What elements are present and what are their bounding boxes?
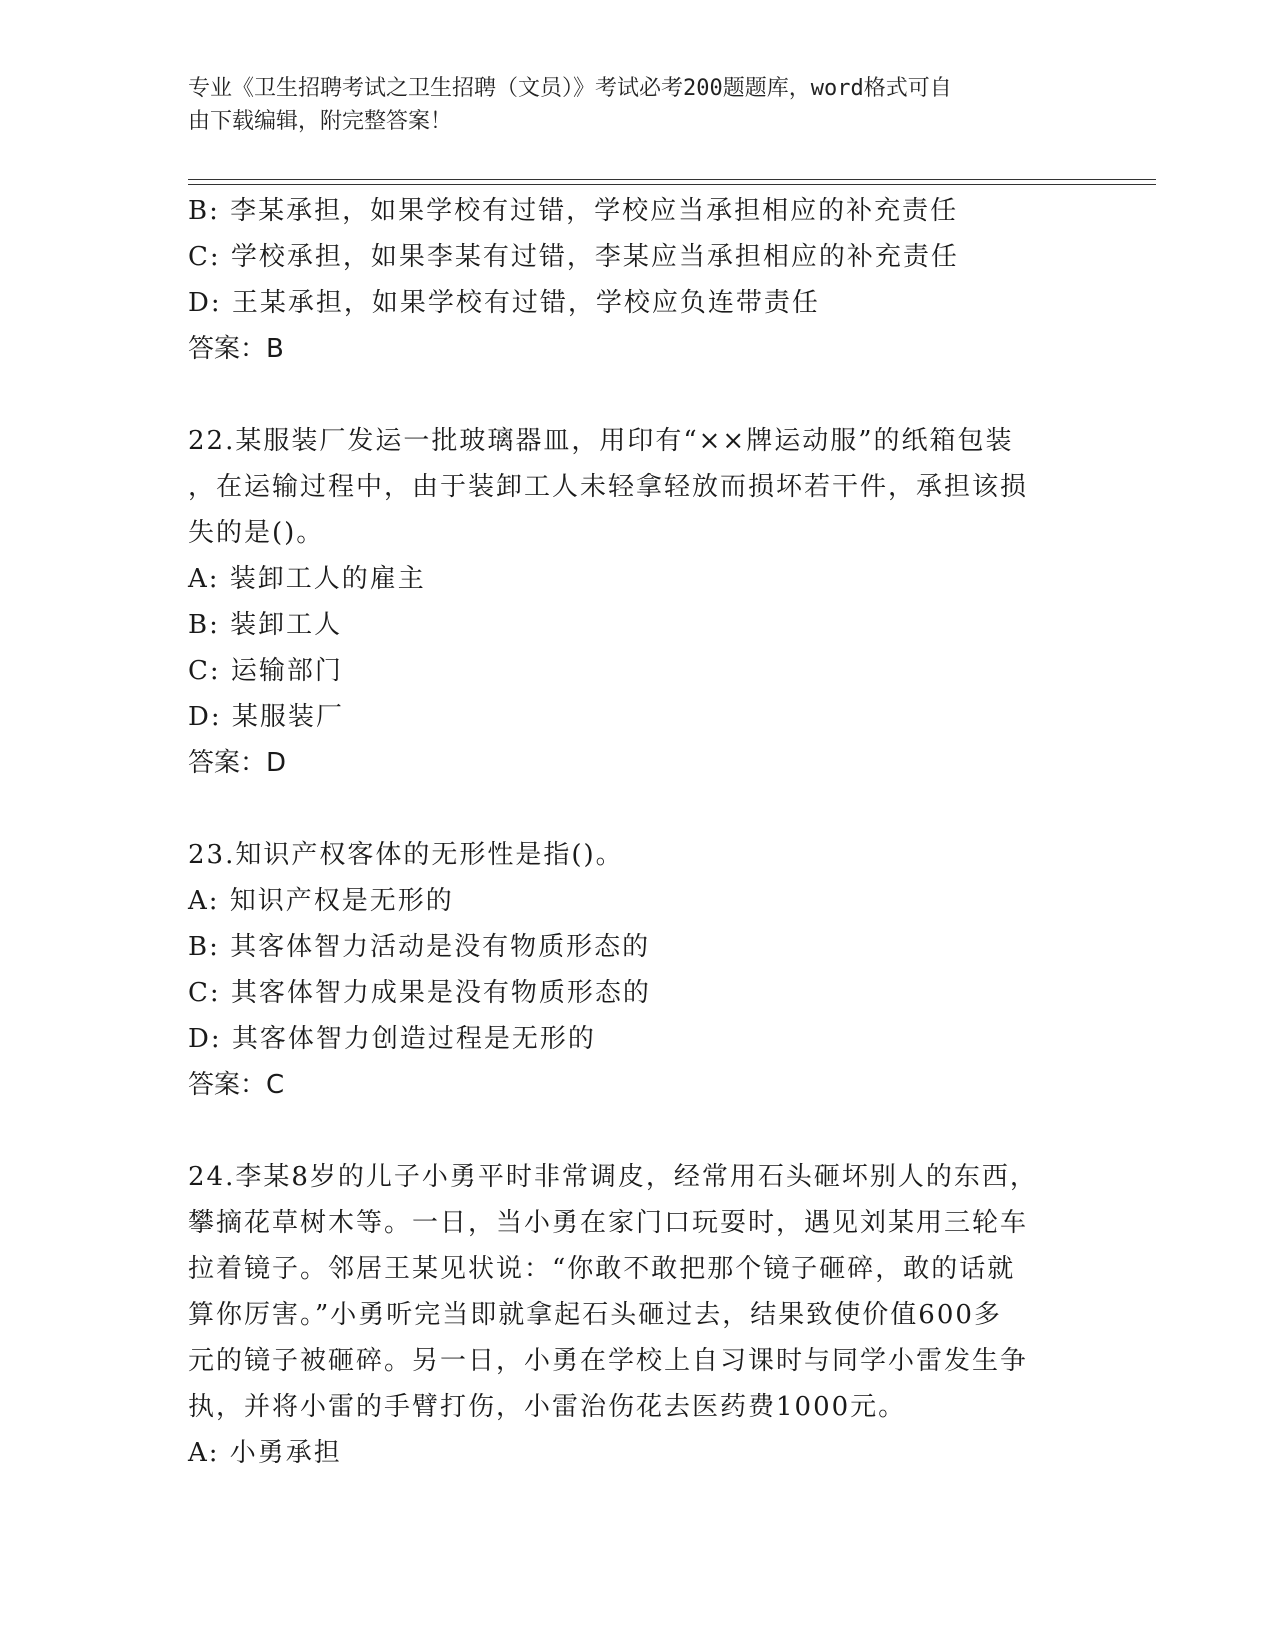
q24-stem-line-1: 24.李某8岁的儿子小勇平时非常调皮，经常用石头砸坏别人的东西， bbox=[188, 1162, 1038, 1192]
q22-option-c: C: 运输部门 bbox=[188, 656, 343, 686]
q23-answer: 答案：C bbox=[188, 1070, 285, 1100]
q23-option-b: B: 其客体智力活动是没有物质形态的 bbox=[188, 932, 651, 962]
q21-option-d: D: 王某承担，如果学校有过错，学校应负连带责任 bbox=[188, 288, 820, 318]
q22-option-a: A: 装卸工人的雇主 bbox=[188, 564, 426, 594]
q22-stem-line-1: 22.某服装厂发运一批玻璃器皿，用印有“××牌运动服”的纸箱包装 bbox=[188, 426, 1014, 456]
q24-stem-line-3: 拉着镜子。邻居王某见状说：“你敢不敢把那个镜子砸碎，敢的话就 bbox=[188, 1254, 1016, 1284]
q24-stem-line-4: 算你厉害。”小勇听完当即就拿起石头砸过去，结果致使价值600多 bbox=[188, 1300, 1002, 1330]
q24-stem-line-2: 攀摘花草树木等。一日，当小勇在家门口玩耍时，遇见刘某用三轮车 bbox=[188, 1208, 1029, 1238]
spacer bbox=[188, 1108, 1088, 1154]
q23-option-c: C: 其客体智力成果是没有物质形态的 bbox=[188, 978, 651, 1008]
q23-option-a: A: 知识产权是无形的 bbox=[188, 886, 454, 916]
header-divider-top bbox=[188, 179, 1156, 180]
header-divider-bottom bbox=[188, 184, 1156, 185]
header-title-line-2: 由下载编辑，附完整答案！ bbox=[188, 109, 453, 134]
q22-option-b: B: 装卸工人 bbox=[188, 610, 343, 640]
spacer bbox=[188, 372, 1088, 418]
q22-stem-line-3: 失的是()。 bbox=[188, 518, 325, 548]
question-23 bbox=[188, 832, 1088, 1108]
q22-option-d: D: 某服装厂 bbox=[188, 702, 344, 732]
document-header bbox=[188, 72, 1088, 138]
q21-answer: 答案：B bbox=[188, 334, 284, 364]
q24-option-a: A: 小勇承担 bbox=[188, 1438, 342, 1468]
q23-option-d: D: 其客体智力创造过程是无形的 bbox=[188, 1024, 596, 1054]
q22-stem-line-2: ，在运输过程中，由于装卸工人未轻拿轻放而损坏若干件，承担该损 bbox=[188, 472, 1029, 502]
q21-option-b: B: 李某承担，如果学校有过错，学校应当承担相应的补充责任 bbox=[188, 196, 959, 226]
q23-stem: 23.知识产权客体的无形性是指()。 bbox=[188, 840, 624, 870]
spacer bbox=[188, 786, 1088, 832]
q21-option-c: C: 学校承担，如果李某有过错，李某应当承担相应的补充责任 bbox=[188, 242, 959, 272]
header-title-line-1: 专业《卫生招聘考试之卫生招聘（文员）》考试必考200题题库，word格式可自 bbox=[188, 76, 952, 101]
question-24 bbox=[188, 1154, 1088, 1476]
q24-stem-line-5: 元的镜子被砸碎。另一日，小勇在学校上自习课时与同学小雷发生争 bbox=[188, 1346, 1029, 1376]
q22-answer: 答案：D bbox=[188, 748, 287, 778]
question-22 bbox=[188, 418, 1088, 786]
question-content bbox=[188, 188, 1088, 1476]
question-21-fragment bbox=[188, 188, 1088, 372]
q24-stem-line-6: 执，并将小雷的手臂打伤，小雷治伤花去医药费1000元。 bbox=[188, 1392, 907, 1422]
